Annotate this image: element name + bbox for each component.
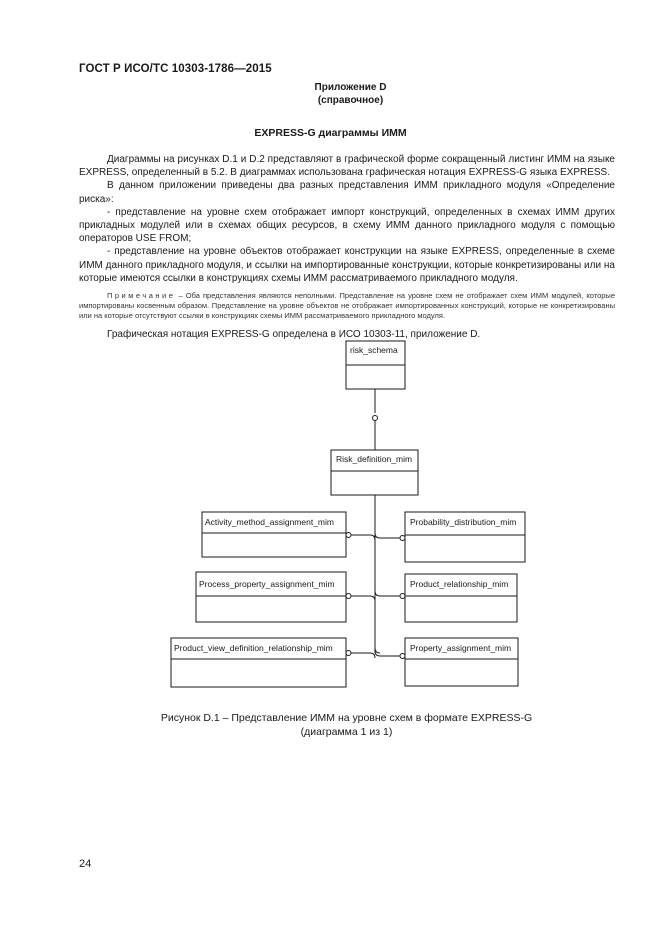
label-right-3: Property_assignment_mim bbox=[410, 643, 512, 653]
paragraph-4: - представление на уровне объектов отображает конструкции на языке EXPRESS, определенные в схеме ИММ данного прикладного модуля, и ссылки на импортированные конструкции, которые конкретизированы или на которые имеются ссылки в конструкциях схемы ИММ рассматриваемого прикладного модуля. bbox=[79, 246, 615, 284]
label-left-3: Product_view_definition_relationship_mim bbox=[174, 643, 333, 653]
document-header: ГОСТ Р ИСО/ТС 10303-1786—2015 bbox=[79, 63, 272, 75]
note bbox=[79, 291, 615, 322]
body-text bbox=[79, 153, 615, 341]
label-left-2: Process_property_assignment_mim bbox=[199, 579, 335, 589]
express-g-diagram bbox=[0, 330, 661, 700]
page-number: 24 bbox=[79, 858, 92, 870]
annex-type: (справочное) bbox=[317, 95, 384, 106]
figure-caption: Рисунок D.1 – Представление ИММ на уровне схем в формате EXPRESS-G bbox=[160, 712, 533, 724]
note-text: – Оба представления являются неполными. Представление на уровне схем не отображает схем ИММ модулей, которые импортированы косвенным образом. Представление на уровне объектов не отображает импортированных конструкций, которые не конкретизированы или на которые отсутствуют ссылки в конструкциях схемы ИММ рассматриваемого прикладного модуля. bbox=[79, 291, 615, 321]
paragraph-3: - представление на уровне схем отображает импорт конструкций, определенных в схемах ИММ других прикладных модулей или в схемах общих ресурсов, в схему ИММ данного прикладного модуля с помощью операторов USE FROM; bbox=[79, 206, 615, 245]
label-right-1: Probability_distribution_mim bbox=[410, 517, 517, 527]
paragraph-5: Графическая нотация EXPRESS-G определена в ИСО 10303-11, приложение D. bbox=[107, 328, 481, 340]
section-title: EXPRESS-G диаграммы ИММ bbox=[254, 127, 407, 139]
paragraph-1: Диаграммы на рисунках D.1 и D.2 представляют в графической форме сокращенный листинг ИММ на языке EXPRESS, определенный в 5.2. В диаграммах использована графическая нотация EXPRESS-G языка EXPRESS. bbox=[79, 154, 615, 179]
label-main-schema: Risk_definition_mim bbox=[336, 454, 413, 464]
annex-title: Приложение D bbox=[314, 82, 387, 93]
label-top-schema: risk_schema bbox=[350, 345, 398, 355]
figure-caption-subtitle: (диаграмма 1 из 1) bbox=[300, 726, 393, 738]
label-right-2: Product_relationship_mim bbox=[410, 579, 509, 589]
relation-circle-icon bbox=[373, 416, 378, 421]
paragraph-2: В данном приложении приведены два разных представления ИММ прикладного модуля «Определение риска»: bbox=[79, 180, 615, 205]
label-left-1: Activity_method_assignment_mim bbox=[205, 517, 334, 527]
note-label: Примечание bbox=[107, 291, 176, 301]
